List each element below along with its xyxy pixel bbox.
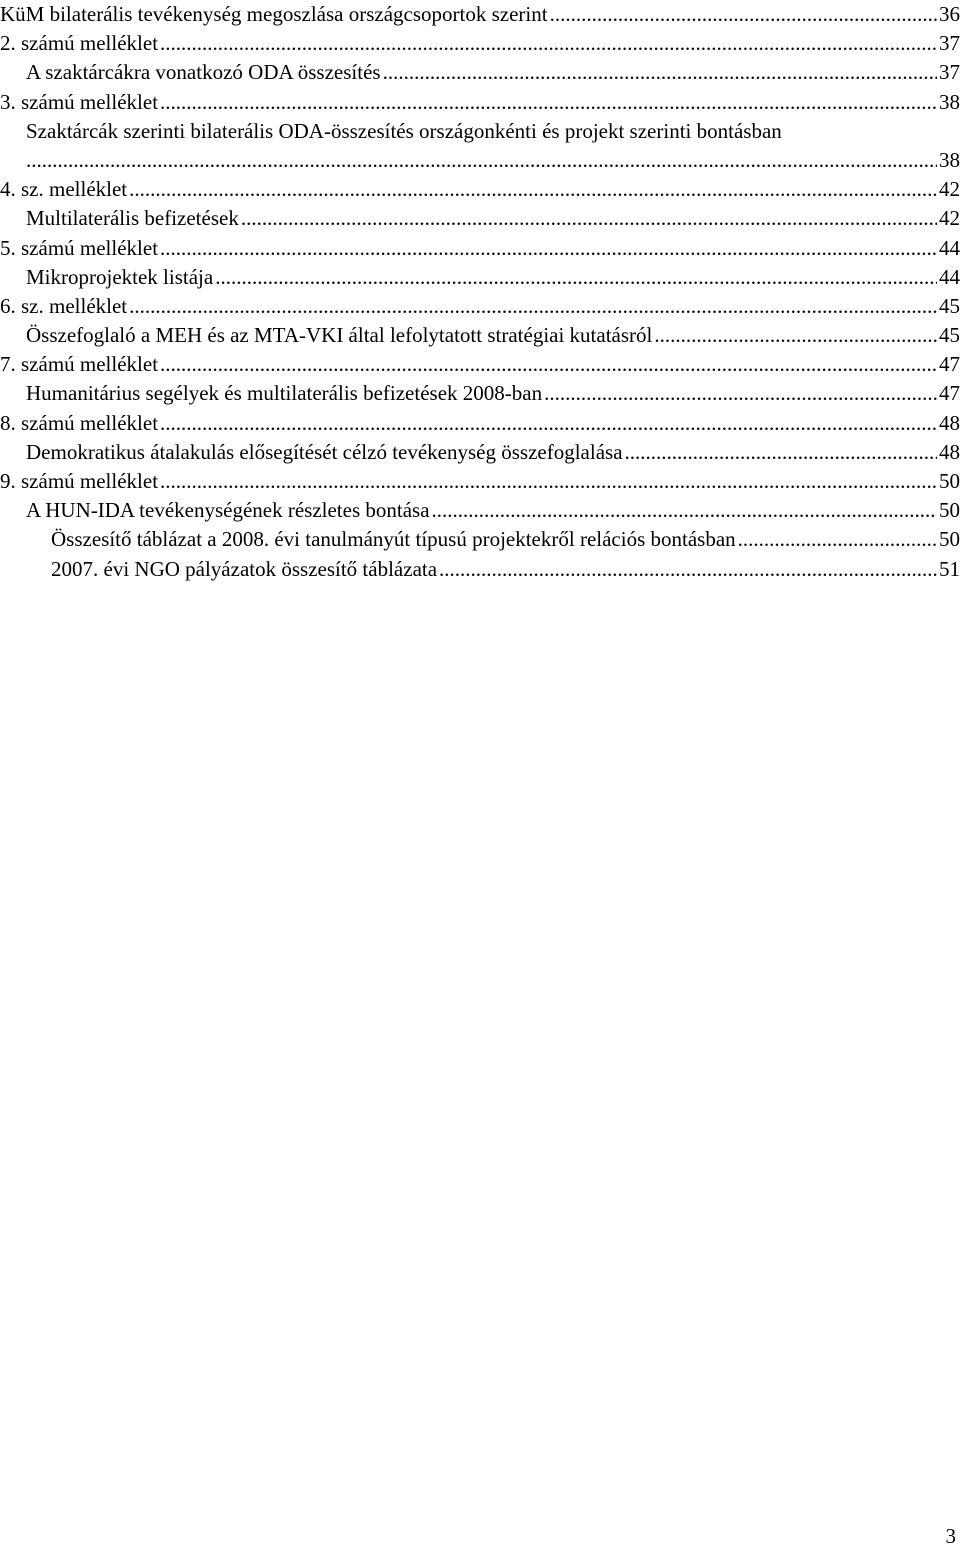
toc-entry[interactable] xyxy=(0,263,960,292)
toc-entry-wrapped[interactable] xyxy=(0,117,960,175)
dot-leader xyxy=(160,29,937,58)
toc-entry-title: 7. számú melléklet xyxy=(0,352,159,377)
toc-entry-title: Multilaterális befizetések xyxy=(26,206,239,231)
dot-leader xyxy=(625,438,937,467)
dot-leader xyxy=(26,146,937,175)
toc-entry-title: A HUN-IDA tevékenységének részletes bontása xyxy=(26,498,430,523)
dot-leader xyxy=(160,409,937,438)
toc-entry[interactable] xyxy=(0,175,960,204)
dot-leader xyxy=(439,555,937,584)
toc-entry-page: 45 xyxy=(939,293,960,318)
toc-entry-page: 44 xyxy=(939,235,960,260)
toc-entry-page: 42 xyxy=(939,206,960,231)
toc-entry[interactable] xyxy=(0,467,960,496)
dot-leader xyxy=(241,204,937,233)
toc-entry-title: 3. számú melléklet xyxy=(0,89,159,114)
toc-entry-title: Demokratikus átalakulás elősegítését célzó tevékenység összefoglalása xyxy=(26,439,623,464)
toc-entry-title: Humanitárius segélyek és multilaterális befizetések 2008-ban xyxy=(26,381,543,406)
toc-entry-title: 2007. évi NGO pályázatok összesítő táblázata xyxy=(51,556,438,581)
dot-leader xyxy=(738,525,937,554)
dot-leader xyxy=(432,496,937,525)
toc-entry[interactable] xyxy=(0,379,960,408)
toc-entry-title: Mikroprojektek listája xyxy=(26,264,214,289)
toc-entry-title: Összesítő táblázat a 2008. évi tanulmányút típusú projektekről relációs bontásban xyxy=(51,527,736,552)
toc-entry-page: 38 xyxy=(939,147,960,172)
toc-entry[interactable] xyxy=(0,0,960,29)
toc-entry-title: Szaktárcák szerinti bilaterális ODA-összesítés országonkénti és projekt szerinti bontásban xyxy=(26,118,782,143)
toc-entry[interactable] xyxy=(0,234,960,263)
dot-leader xyxy=(544,379,937,408)
dot-leader xyxy=(160,88,937,117)
toc-entry-page: 50 xyxy=(939,527,960,552)
toc-entry-page: 45 xyxy=(939,323,960,348)
toc-entry-page: 37 xyxy=(939,31,960,56)
toc-entry-title: KüM bilaterális tevékenység megoszlása országcsoportok szerint xyxy=(0,2,548,26)
page-number: 3 xyxy=(945,1524,956,1548)
dot-leader xyxy=(550,0,937,29)
toc-entry-title: 4. sz. melléklet xyxy=(0,177,128,202)
toc-entry-page: 48 xyxy=(939,410,960,435)
dot-leader xyxy=(654,321,937,350)
toc-entry-page: 50 xyxy=(939,498,960,523)
toc-entry[interactable] xyxy=(0,58,960,87)
toc-entry-page: 36 xyxy=(939,2,960,26)
dot-leader xyxy=(160,467,937,496)
toc-entry-page: 48 xyxy=(939,439,960,464)
toc-entry-page: 47 xyxy=(939,352,960,377)
toc-entry-page: 37 xyxy=(939,60,960,85)
toc-entry-page: 51 xyxy=(939,556,960,581)
toc-entry[interactable] xyxy=(0,409,960,438)
toc-entry[interactable] xyxy=(0,555,960,584)
dot-leader xyxy=(129,175,937,204)
toc-entry[interactable] xyxy=(0,204,960,233)
toc-entry-page: 42 xyxy=(939,177,960,202)
toc-entry-title: 9. számú melléklet xyxy=(0,469,159,493)
toc-entry-title: 5. számú melléklet xyxy=(0,235,159,260)
dot-leader xyxy=(160,234,937,263)
table-of-contents xyxy=(0,0,960,584)
toc-entry-title: 6. sz. melléklet xyxy=(0,293,128,318)
toc-entry-continuation xyxy=(0,146,960,175)
toc-entry-title: A szaktárcákra vonatkozó ODA összesítés xyxy=(26,60,381,85)
toc-entry[interactable] xyxy=(0,350,960,379)
toc-entry[interactable] xyxy=(0,438,960,467)
dot-leader xyxy=(215,263,937,292)
toc-entry-title: Összefoglaló a MEH és az MTA-VKI által lefolytatott stratégiai kutatásról xyxy=(26,323,653,348)
toc-entry-title: 8. számú melléklet xyxy=(0,410,159,435)
toc-entry[interactable] xyxy=(0,29,960,58)
toc-entry-page: 44 xyxy=(939,264,960,289)
toc-entry[interactable] xyxy=(0,496,960,525)
dot-leader xyxy=(129,292,937,321)
toc-entry[interactable] xyxy=(0,525,960,554)
toc-entry[interactable] xyxy=(0,88,960,117)
toc-entry-page: 38 xyxy=(939,89,960,114)
toc-entry-title: 2. számú melléklet xyxy=(0,31,159,56)
dot-leader xyxy=(383,58,937,87)
toc-entry-page: 50 xyxy=(939,469,960,493)
toc-entry-page: 47 xyxy=(939,381,960,406)
toc-entry[interactable] xyxy=(0,321,960,350)
toc-entry[interactable] xyxy=(0,292,960,321)
dot-leader xyxy=(160,350,937,379)
